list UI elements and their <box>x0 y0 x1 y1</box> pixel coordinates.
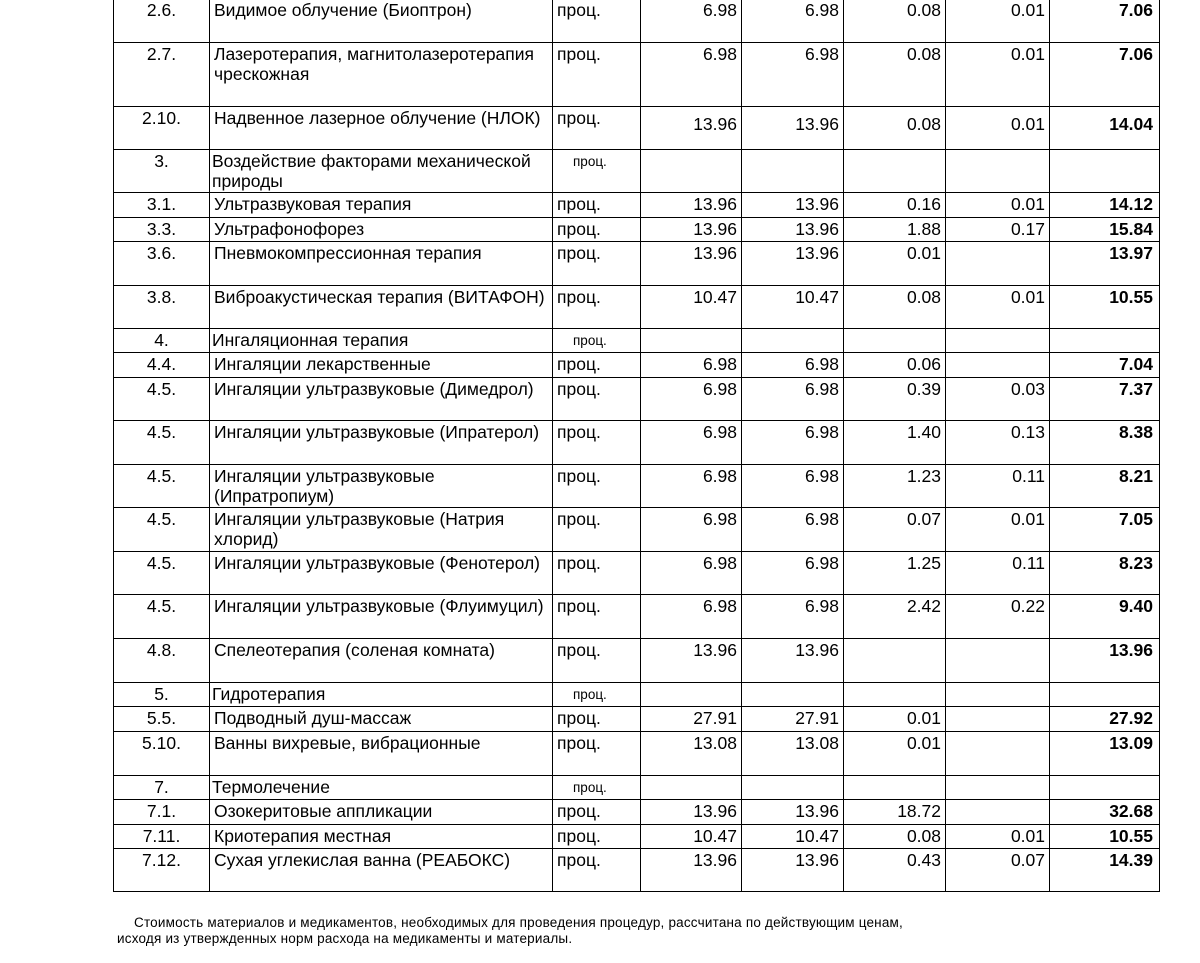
value-d: 0.01 <box>946 0 1050 43</box>
row-number: 4.5. <box>114 378 210 421</box>
value-total: 8.23 <box>1050 552 1160 595</box>
value-total: 13.97 <box>1050 242 1160 286</box>
value-a: 13.96 <box>641 107 742 150</box>
row-number: 4.5. <box>114 465 210 508</box>
value-a: 13.96 <box>641 218 742 242</box>
row-number: 2.10. <box>114 107 210 150</box>
row-number: 4.5. <box>114 595 210 639</box>
value-d: 0.07 <box>946 849 1050 892</box>
value-c: 0.01 <box>844 707 946 732</box>
unit-cell: проц. <box>553 329 641 353</box>
row-number: 7.1. <box>114 800 210 825</box>
footnote-line-1: Стоимость материалов и медикаментов, необходимых для проведения процедур, рассчитана по действующим ценам, <box>134 915 903 930</box>
value-c: 0.08 <box>844 0 946 43</box>
table-group-row <box>114 329 1160 353</box>
value-total <box>1050 150 1160 193</box>
value-a <box>641 150 742 193</box>
value-total: 9.40 <box>1050 595 1160 639</box>
price-table-body <box>114 0 1160 892</box>
value-b <box>742 776 844 800</box>
table-row <box>114 0 1160 43</box>
value-total: 8.38 <box>1050 421 1160 465</box>
value-b: 27.91 <box>742 707 844 732</box>
value-d <box>946 707 1050 732</box>
table-group-row <box>114 683 1160 707</box>
value-a: 10.47 <box>641 286 742 329</box>
table-row <box>114 800 1160 825</box>
value-d: 0.01 <box>946 825 1050 849</box>
unit-cell: проц. <box>553 0 641 43</box>
unit-cell: проц. <box>553 150 641 193</box>
unit-cell: проц. <box>553 421 641 465</box>
procedure-name: Криотерапия местная <box>210 825 553 849</box>
procedure-name: Гидротерапия <box>210 683 553 707</box>
unit-cell: проц. <box>553 732 641 776</box>
procedure-name: Ингаляции ультразвуковые (Ипратропиум) <box>210 465 553 508</box>
procedure-name: Ингаляции ультразвуковые (Ипратерол) <box>210 421 553 465</box>
table-row <box>114 421 1160 465</box>
row-number: 4. <box>114 329 210 353</box>
value-a: 6.98 <box>641 552 742 595</box>
unit-cell: проц. <box>553 639 641 683</box>
value-total: 7.06 <box>1050 0 1160 43</box>
unit-cell: проц. <box>553 378 641 421</box>
row-number: 3.1. <box>114 193 210 218</box>
value-b: 6.98 <box>742 508 844 552</box>
table-row <box>114 552 1160 595</box>
value-c: 0.43 <box>844 849 946 892</box>
value-a: 6.98 <box>641 421 742 465</box>
value-a: 6.98 <box>641 353 742 378</box>
value-a: 6.98 <box>641 465 742 508</box>
row-number: 2.7. <box>114 43 210 107</box>
row-number: 5.5. <box>114 707 210 732</box>
table-row <box>114 849 1160 892</box>
value-c: 0.07 <box>844 508 946 552</box>
table-row <box>114 193 1160 218</box>
value-c: 1.23 <box>844 465 946 508</box>
value-a: 13.96 <box>641 849 742 892</box>
value-c <box>844 639 946 683</box>
value-a <box>641 683 742 707</box>
value-b: 13.96 <box>742 193 844 218</box>
procedure-name: Сухая углекислая ванна (РЕАБОКС) <box>210 849 553 892</box>
table-row <box>114 378 1160 421</box>
procedure-name: Подводный душ-массаж <box>210 707 553 732</box>
procedure-name: Ультрафонофорез <box>210 218 553 242</box>
value-c <box>844 776 946 800</box>
procedure-name: Ингаляции ультразвуковые (Фенотерол) <box>210 552 553 595</box>
value-d: 0.01 <box>946 508 1050 552</box>
value-b <box>742 683 844 707</box>
value-d: 0.01 <box>946 193 1050 218</box>
value-c <box>844 329 946 353</box>
value-d <box>946 800 1050 825</box>
value-c: 2.42 <box>844 595 946 639</box>
value-d <box>946 732 1050 776</box>
value-a: 6.98 <box>641 43 742 107</box>
value-d <box>946 353 1050 378</box>
unit-cell: проц. <box>553 218 641 242</box>
value-a: 13.08 <box>641 732 742 776</box>
procedure-name: Ингаляционная терапия <box>210 329 553 353</box>
value-b: 13.96 <box>742 849 844 892</box>
value-a: 13.96 <box>641 639 742 683</box>
row-number: 5. <box>114 683 210 707</box>
value-c <box>844 683 946 707</box>
value-total: 10.55 <box>1050 825 1160 849</box>
row-number: 4.5. <box>114 552 210 595</box>
value-b <box>742 329 844 353</box>
row-number: 3.6. <box>114 242 210 286</box>
value-total: 14.04 <box>1050 107 1160 150</box>
row-number: 4.8. <box>114 639 210 683</box>
value-total: 27.92 <box>1050 707 1160 732</box>
unit-cell: проц. <box>553 353 641 378</box>
table-row <box>114 732 1160 776</box>
table-row <box>114 595 1160 639</box>
value-total: 10.55 <box>1050 286 1160 329</box>
value-b <box>742 150 844 193</box>
unit-cell: проц. <box>553 776 641 800</box>
value-c: 0.01 <box>844 242 946 286</box>
table-row <box>114 508 1160 552</box>
table-row <box>114 353 1160 378</box>
value-b: 10.47 <box>742 286 844 329</box>
unit-cell: проц. <box>553 193 641 218</box>
table-row <box>114 242 1160 286</box>
value-d <box>946 242 1050 286</box>
value-d: 0.13 <box>946 421 1050 465</box>
procedure-name: Ультразвуковая терапия <box>210 193 553 218</box>
value-d <box>946 150 1050 193</box>
value-d <box>946 683 1050 707</box>
value-total <box>1050 776 1160 800</box>
value-b: 13.96 <box>742 800 844 825</box>
unit-cell: проц. <box>553 849 641 892</box>
unit-cell: проц. <box>553 800 641 825</box>
value-a: 13.96 <box>641 193 742 218</box>
value-d: 0.22 <box>946 595 1050 639</box>
value-c: 1.25 <box>844 552 946 595</box>
value-c: 0.08 <box>844 825 946 849</box>
value-c: 0.39 <box>844 378 946 421</box>
value-total: 15.84 <box>1050 218 1160 242</box>
value-b: 6.98 <box>742 421 844 465</box>
value-total: 14.39 <box>1050 849 1160 892</box>
value-b: 6.98 <box>742 353 844 378</box>
procedure-name: Видимое облучение (Биоптрон) <box>210 0 553 43</box>
procedure-name: Ингаляции ультразвуковые (Флуимуцил) <box>210 595 553 639</box>
value-b: 6.98 <box>742 595 844 639</box>
value-total <box>1050 683 1160 707</box>
value-d <box>946 329 1050 353</box>
value-a <box>641 329 742 353</box>
value-total: 14.12 <box>1050 193 1160 218</box>
row-number: 3.3. <box>114 218 210 242</box>
procedure-name: Спелеотерапия (соленая комната) <box>210 639 553 683</box>
table-group-row <box>114 150 1160 193</box>
value-a: 13.96 <box>641 800 742 825</box>
value-total: 7.05 <box>1050 508 1160 552</box>
value-a: 10.47 <box>641 825 742 849</box>
unit-cell: проц. <box>553 43 641 107</box>
value-d: 0.17 <box>946 218 1050 242</box>
unit-cell: проц. <box>553 707 641 732</box>
table-row <box>114 286 1160 329</box>
value-c <box>844 150 946 193</box>
unit-cell: проц. <box>553 286 641 329</box>
value-c: 0.06 <box>844 353 946 378</box>
value-total: 32.68 <box>1050 800 1160 825</box>
row-number: 7.12. <box>114 849 210 892</box>
value-total: 7.04 <box>1050 353 1160 378</box>
table-row <box>114 107 1160 150</box>
unit-cell: проц. <box>553 825 641 849</box>
row-number: 3.8. <box>114 286 210 329</box>
value-c: 1.88 <box>844 218 946 242</box>
value-c: 1.40 <box>844 421 946 465</box>
procedure-name: Ванны вихревые, вибрационные <box>210 732 553 776</box>
procedure-name: Термолечение <box>210 776 553 800</box>
unit-cell: проц. <box>553 683 641 707</box>
price-table <box>113 0 1160 892</box>
table-row <box>114 43 1160 107</box>
value-d: 0.11 <box>946 552 1050 595</box>
row-number: 4.5. <box>114 508 210 552</box>
row-number: 3. <box>114 150 210 193</box>
unit-cell: проц. <box>553 465 641 508</box>
value-c: 0.16 <box>844 193 946 218</box>
row-number: 4.4. <box>114 353 210 378</box>
row-number: 2.6. <box>114 0 210 43</box>
value-a: 6.98 <box>641 508 742 552</box>
procedure-name: Ингаляции ультразвуковые (Димедрол) <box>210 378 553 421</box>
table-row <box>114 639 1160 683</box>
value-d: 0.01 <box>946 107 1050 150</box>
value-b: 13.96 <box>742 218 844 242</box>
value-a: 6.98 <box>641 0 742 43</box>
value-total: 8.21 <box>1050 465 1160 508</box>
value-total: 7.37 <box>1050 378 1160 421</box>
value-d: 0.01 <box>946 43 1050 107</box>
value-b: 13.96 <box>742 242 844 286</box>
unit-cell: проц. <box>553 595 641 639</box>
value-b: 6.98 <box>742 465 844 508</box>
value-b: 6.98 <box>742 43 844 107</box>
value-d <box>946 776 1050 800</box>
value-d: 0.01 <box>946 286 1050 329</box>
value-d: 0.11 <box>946 465 1050 508</box>
procedure-name: Ингаляции ультразвуковые (Натрия хлорид) <box>210 508 553 552</box>
value-c: 18.72 <box>844 800 946 825</box>
value-b: 6.98 <box>742 552 844 595</box>
procedure-name: Виброакустическая терапия (ВИТАФОН) <box>210 286 553 329</box>
value-b: 6.98 <box>742 378 844 421</box>
value-d: 0.03 <box>946 378 1050 421</box>
row-number: 7. <box>114 776 210 800</box>
procedure-name: Ингаляции лекарственные <box>210 353 553 378</box>
value-d <box>946 639 1050 683</box>
value-a: 13.96 <box>641 242 742 286</box>
table-group-row <box>114 776 1160 800</box>
footnote-line-2: исходя из утвержденных норм расхода на медикаменты и материалы. <box>117 931 573 946</box>
unit-cell: проц. <box>553 107 641 150</box>
row-number: 5.10. <box>114 732 210 776</box>
value-b: 13.96 <box>742 639 844 683</box>
value-a: 6.98 <box>641 595 742 639</box>
procedure-name: Воздействие факторами механической природы <box>210 150 553 193</box>
value-total: 13.96 <box>1050 639 1160 683</box>
value-total <box>1050 329 1160 353</box>
value-a: 27.91 <box>641 707 742 732</box>
row-number: 4.5. <box>114 421 210 465</box>
value-total: 7.06 <box>1050 43 1160 107</box>
value-total: 13.09 <box>1050 732 1160 776</box>
value-c: 0.08 <box>844 286 946 329</box>
value-a <box>641 776 742 800</box>
value-c: 0.08 <box>844 107 946 150</box>
value-c: 0.08 <box>844 43 946 107</box>
footnote <box>117 915 1117 947</box>
value-c: 0.01 <box>844 732 946 776</box>
procedure-name: Лазеротерапия, магнитолазеротерапия чрескожная <box>210 43 553 107</box>
unit-cell: проц. <box>553 508 641 552</box>
procedure-name: Пневмокомпрессионная терапия <box>210 242 553 286</box>
table-row <box>114 825 1160 849</box>
procedure-name: Надвенное лазерное облучение (НЛОК) <box>210 107 553 150</box>
procedure-name: Озокеритовые аппликации <box>210 800 553 825</box>
unit-cell: проц. <box>553 242 641 286</box>
table-row <box>114 465 1160 508</box>
value-b: 6.98 <box>742 0 844 43</box>
value-b: 13.08 <box>742 732 844 776</box>
value-b: 13.96 <box>742 107 844 150</box>
table-row <box>114 218 1160 242</box>
table-row <box>114 707 1160 732</box>
value-a: 6.98 <box>641 378 742 421</box>
value-b: 10.47 <box>742 825 844 849</box>
unit-cell: проц. <box>553 552 641 595</box>
row-number: 7.11. <box>114 825 210 849</box>
